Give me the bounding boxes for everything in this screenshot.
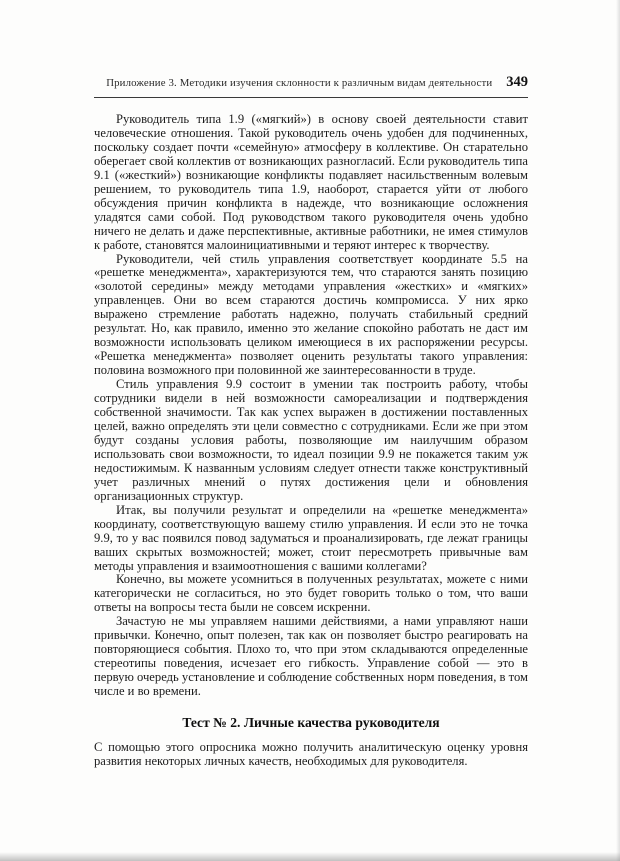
paragraph-leadership-style-9-9: Стиль управления 9.9 состоит в умении так построить работу, чтобы сотрудники видели в ней возможности самореализации и подтверждения собственной значимости. Так как успех выражен в достижении поставленных целей, важно определять эти цели совместно с сотрудниками. Если же при этом будут созданы условия работы, позволяющие им наилучшим образом использовать свои возможности, то идеал позиции 9.9 не покажется таким уж недостижимым. К названным условиям следует отнести также конструктивный учет различных мнений о путях достижения цели и обновления организационных структур. <box>94 377 528 503</box>
paragraph-leadership-style-1-9: Руководитель типа 1.9 («мягкий») в основу своей деятельности ставит человеческие отношения. Такой руководитель очень удобен для подчиненных, поскольку создает почти «семейную» атмосферу в коллективе. Он старательно оберегает свой коллектив от возникающих разногласий. Если руководитель типа 9.1 («жесткий») возникающие конфликты подавляет насильственным волевым решением, то руководитель типа 1.9, наоборот, старается уйти от любого обсуждения причин конфликта в надежде, что возникающие осложнения уладятся сами собой. Под руководством такого руководителя очень удобно ничего не делать и даже перспективные, активные работники, не имея стимулов к работе, становятся малоинициативными и теряют интерес к творчеству. <box>94 112 528 252</box>
paragraph-test-2-intro: С помощью этого опросника можно получить аналитическую оценку уровня развития некоторых личных качеств, необходимых для руководителя. <box>94 740 528 768</box>
section-heading-test-2: Тест № 2. Личные качества руководителя <box>182 715 440 731</box>
running-head-title: Приложение 3. Методики изучения склонности к различным видам деятельности <box>106 77 493 89</box>
page-body <box>94 113 528 769</box>
running-head <box>94 74 528 98</box>
page-number: 349 <box>506 74 528 90</box>
scan-shadow-bottom <box>0 852 620 861</box>
paragraph-result-reflection: Итак, вы получили результат и определили на «решетке менеджмента» координату, соответствующую вашему стилю управления. И если это не точка 9.9, то у вас появился повод задуматься и проанализировать, где лежат границы ваших скрытых возможностей; может, стоит пересмотреть привычные вам методы управления и взаимоотношения с вашими коллегами? <box>94 502 528 573</box>
scan-shadow-right <box>616 0 620 861</box>
paragraph-leadership-style-5-5: Руководители, чей стиль управления соответствует координате 5.5 на «решетке менеджмента», характеризуются тем, что стараются занять позицию «золотой середины» между методами управления «жестких» и «мягких» управленцев. Они во всем стараются достичь компромисса. У них ярко выражено стремление работать надежно, получать стабильный средний результат. Но, как правило, именно это желание спокойно работать не даст им возможности использовать целиком имеющиеся в их распоряжении ресурсы. «Решетка менеджмента» позволяет оценить результаты такого управления: половина возможного при половинной же заинтересованности в труде. <box>94 251 528 378</box>
paragraph-habits: Зачастую не мы управляем нашими действиями, а нами управляют наши привычки. Конечно, опыт полезен, так как он позволяет быстро реагировать на повторяющиеся события. Плохо то, что при этом складываются определенные стереотипы поведения, исчезает его гибкость. Управление собой — это в первую очередь установление и соблюдение собственных норм поведения, в том числе и во времени. <box>94 614 528 699</box>
paragraph-doubt-results: Конечно, вы можете усомниться в полученных результатах, можете с ними категорически не согласиться, но это будет говорить только о том, что ваши ответы на вопросы теста были не совсем искренни. <box>94 572 528 615</box>
